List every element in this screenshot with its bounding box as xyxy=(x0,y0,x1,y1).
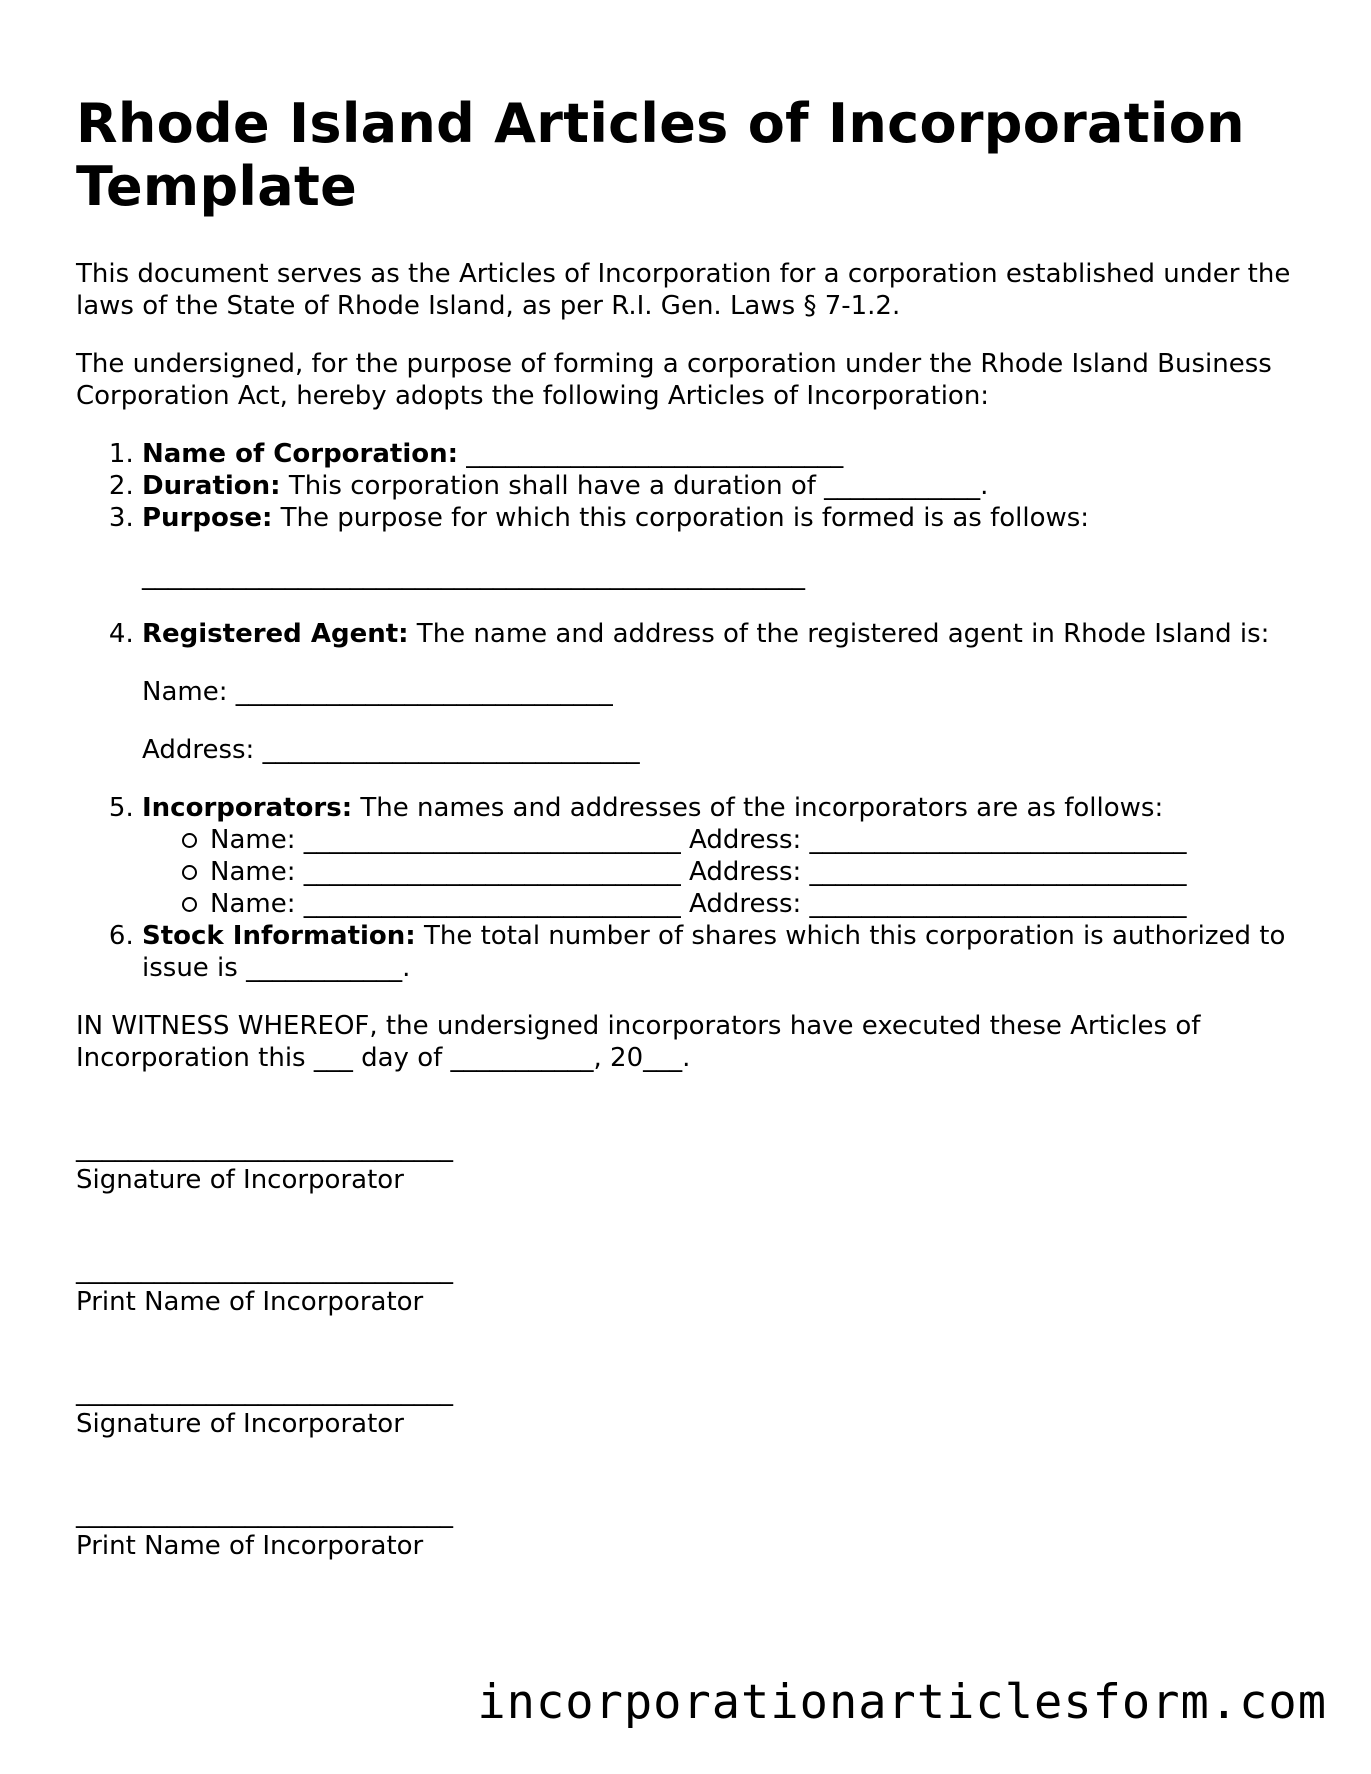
article-incorporators xyxy=(142,792,1301,920)
article-stock-text: The total number of shares which this corporation is authorized to issue is ____________. xyxy=(142,921,1286,983)
site-watermark: incorporationarticlesform.com xyxy=(477,1675,1327,1730)
articles-list xyxy=(76,438,1301,984)
print-name-label: Print Name of Incorporator xyxy=(76,1531,424,1561)
print-name-label: Print Name of Incorporator xyxy=(76,1287,424,1317)
print-name-block xyxy=(76,1498,1301,1562)
incorporator-row xyxy=(182,856,1301,888)
article-purpose-text: The purpose for which this corporation is formed is as follows: xyxy=(272,503,1090,533)
article-purpose xyxy=(142,502,1301,618)
article-stock-label: Stock Information: xyxy=(142,921,416,951)
article-name-label: Name of Corporation: xyxy=(142,439,459,469)
signature-block xyxy=(76,1132,1301,1196)
print-name-block xyxy=(76,1254,1301,1318)
incorporator-row xyxy=(182,824,1301,856)
incorporator-row-text: Name: _____________________________ Address: _____________________________ xyxy=(210,825,1187,855)
purpose-blank-line: ___________________________________________________ xyxy=(142,561,805,591)
article-incorporators-text: The names and addresses of the incorporators are as follows: xyxy=(352,793,1164,823)
signature-label: Signature of Incorporator xyxy=(76,1409,404,1439)
article-name-text: _____________________________ xyxy=(458,439,844,469)
agent-name-line: Name: _____________________________ xyxy=(142,677,613,707)
intro-paragraph: This document serves as the Articles of Incorporation for a corporation established under the laws of the State of Rhode Island, as per R.I. Gen. Laws § 7-1.2. xyxy=(76,259,1291,321)
article-purpose-label: Purpose: xyxy=(142,503,273,533)
incorporator-row xyxy=(182,888,1301,920)
adoption-paragraph: The undersigned, for the purpose of forming a corporation under the Rhode Island Business Corporation Act, hereby adopts the following Articles of Incorporation: xyxy=(76,349,1272,411)
signature-line: _____________________________ xyxy=(76,1133,453,1163)
agent-address-line: Address: _____________________________ xyxy=(142,735,640,765)
print-name-line: _____________________________ xyxy=(76,1255,453,1285)
article-duration-text: This corporation shall have a duration of ____________. xyxy=(280,471,989,501)
incorporators-list xyxy=(142,824,1301,920)
article-agent-label: Registered Agent: xyxy=(142,619,409,649)
bullet-icon xyxy=(182,865,197,880)
signature-label: Signature of Incorporator xyxy=(76,1165,404,1195)
bullet-icon xyxy=(182,833,197,848)
article-stock xyxy=(142,920,1301,984)
signature-line: _____________________________ xyxy=(76,1377,453,1407)
page-title: Rhode Island Articles of Incorporation Template xyxy=(76,92,1245,218)
article-registered-agent xyxy=(142,618,1301,792)
incorporator-row-text: Name: _____________________________ Address: _____________________________ xyxy=(210,889,1187,919)
bullet-icon xyxy=(182,897,197,912)
article-agent-text: The name and address of the registered agent in Rhode Island is: xyxy=(408,619,1270,649)
incorporator-row-text: Name: _____________________________ Address: _____________________________ xyxy=(210,857,1187,887)
article-duration-label: Duration: xyxy=(142,471,281,501)
signature-block xyxy=(76,1376,1301,1440)
article-incorporators-label: Incorporators: xyxy=(142,793,353,823)
document-page xyxy=(76,92,1301,1562)
article-name xyxy=(142,438,1301,470)
article-duration xyxy=(142,470,1301,502)
print-name-line: _____________________________ xyxy=(76,1499,453,1529)
witness-paragraph: IN WITNESS WHEREOF, the undersigned incorporators have executed these Articles of Incorporation this ___ day of ___________, 20___. xyxy=(76,1011,1201,1073)
